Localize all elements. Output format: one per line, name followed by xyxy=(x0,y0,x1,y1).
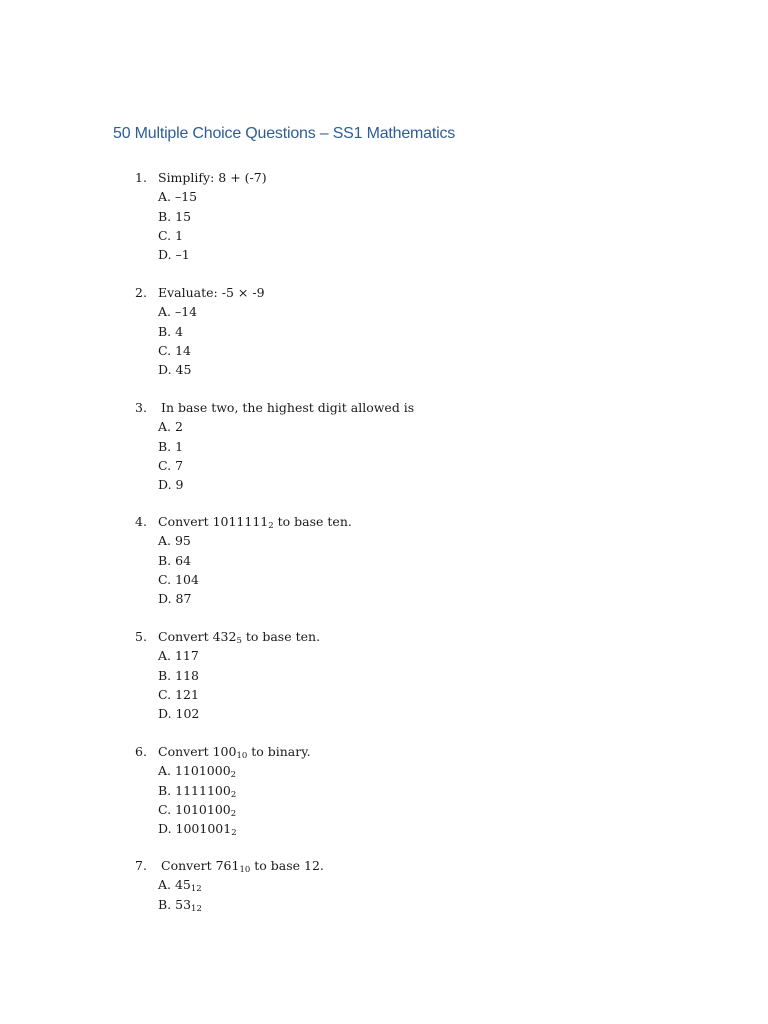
option-d: D. 87 xyxy=(158,591,192,607)
option-a: A. 117 xyxy=(158,648,199,664)
question-5 xyxy=(135,627,695,723)
question-stem xyxy=(135,398,695,417)
question-text-main: Convert 432 xyxy=(158,629,237,644)
option-c xyxy=(135,800,695,819)
question-text-tail: to binary. xyxy=(247,744,311,759)
option-d: D. 102 xyxy=(158,706,200,722)
base-subscript: 2 xyxy=(268,521,274,531)
option-b xyxy=(135,895,695,914)
option-a: A. 95 xyxy=(158,533,191,549)
option-d: D. 45 xyxy=(158,362,192,378)
option-label: D. 1001001 xyxy=(158,821,232,837)
question-3 xyxy=(135,398,695,494)
base-subscript: 2 xyxy=(230,770,237,781)
option-d xyxy=(135,819,695,838)
option-b xyxy=(135,781,695,800)
question-4 xyxy=(135,512,695,608)
question-number: 1. xyxy=(135,170,147,185)
base-subscript: 10 xyxy=(236,751,248,761)
base-subscript: 2 xyxy=(230,789,237,800)
question-text-main: Convert 1011111 xyxy=(158,514,269,529)
question-text: Evaluate: -5 × -9 xyxy=(158,285,265,300)
question-text-main: Convert 761 xyxy=(161,858,240,873)
option-label: B. 1111100 xyxy=(158,782,231,798)
question-2 xyxy=(135,283,695,379)
option-a: A. –14 xyxy=(158,304,198,320)
option-c: C. 1 xyxy=(158,227,184,243)
question-6 xyxy=(135,742,695,838)
question-stem xyxy=(135,283,695,302)
question-7 xyxy=(135,856,695,914)
option-c: C. 14 xyxy=(158,342,191,358)
question-text-tail: to base ten. xyxy=(273,514,352,529)
question-text-tail: to base ten. xyxy=(241,629,321,644)
base-subscript: 12 xyxy=(191,903,202,914)
question-text xyxy=(158,627,320,646)
option-b: B. 15 xyxy=(158,208,192,224)
question-number: 7. xyxy=(135,858,147,873)
question-number: 6. xyxy=(135,744,147,759)
option-label: A. 1101000 xyxy=(158,763,231,779)
option-d: D. –1 xyxy=(158,247,190,263)
option-b: B. 118 xyxy=(158,667,199,683)
question-text xyxy=(158,512,352,531)
question-stem xyxy=(135,627,695,646)
option-a: A. –15 xyxy=(158,189,198,205)
option-label: A. 45 xyxy=(158,877,191,893)
question-stem xyxy=(135,168,695,187)
option-b: B. 1 xyxy=(158,438,184,454)
question-text: In base two, the highest digit allowed is xyxy=(161,400,415,415)
question-number: 4. xyxy=(135,514,147,529)
question-stem xyxy=(135,742,695,761)
base-subscript: 5 xyxy=(236,636,242,646)
base-subscript: 2 xyxy=(230,808,237,819)
page-title: 50 Multiple Choice Questions – SS1 Mathematics xyxy=(113,125,456,142)
question-stem xyxy=(135,512,695,531)
option-b: B. 64 xyxy=(158,552,192,568)
option-c: C. 121 xyxy=(158,686,199,702)
question-stem xyxy=(135,856,695,875)
base-subscript: 2 xyxy=(231,828,237,839)
base-subscript: 10 xyxy=(239,865,251,875)
option-a: A. 2 xyxy=(158,419,183,435)
question-text xyxy=(161,856,324,875)
option-c: C. 7 xyxy=(158,457,184,473)
option-c: C. 104 xyxy=(158,571,199,587)
option-label: B. 53 xyxy=(158,896,192,912)
question-text xyxy=(158,742,311,761)
question-text: Simplify: 8 + (-7) xyxy=(158,170,267,185)
option-d: D. 9 xyxy=(158,477,184,493)
option-a xyxy=(135,875,695,894)
question-1 xyxy=(135,168,695,264)
question-text-tail: to base 12. xyxy=(250,858,324,873)
question-text-main: Convert 100 xyxy=(158,744,237,759)
option-b: B. 4 xyxy=(158,323,184,339)
question-number: 2. xyxy=(135,285,147,300)
option-a xyxy=(135,761,695,780)
question-number: 3. xyxy=(135,400,147,415)
question-number: 5. xyxy=(135,629,147,644)
base-subscript: 12 xyxy=(190,884,202,895)
option-label: C. 1010100 xyxy=(158,801,231,817)
